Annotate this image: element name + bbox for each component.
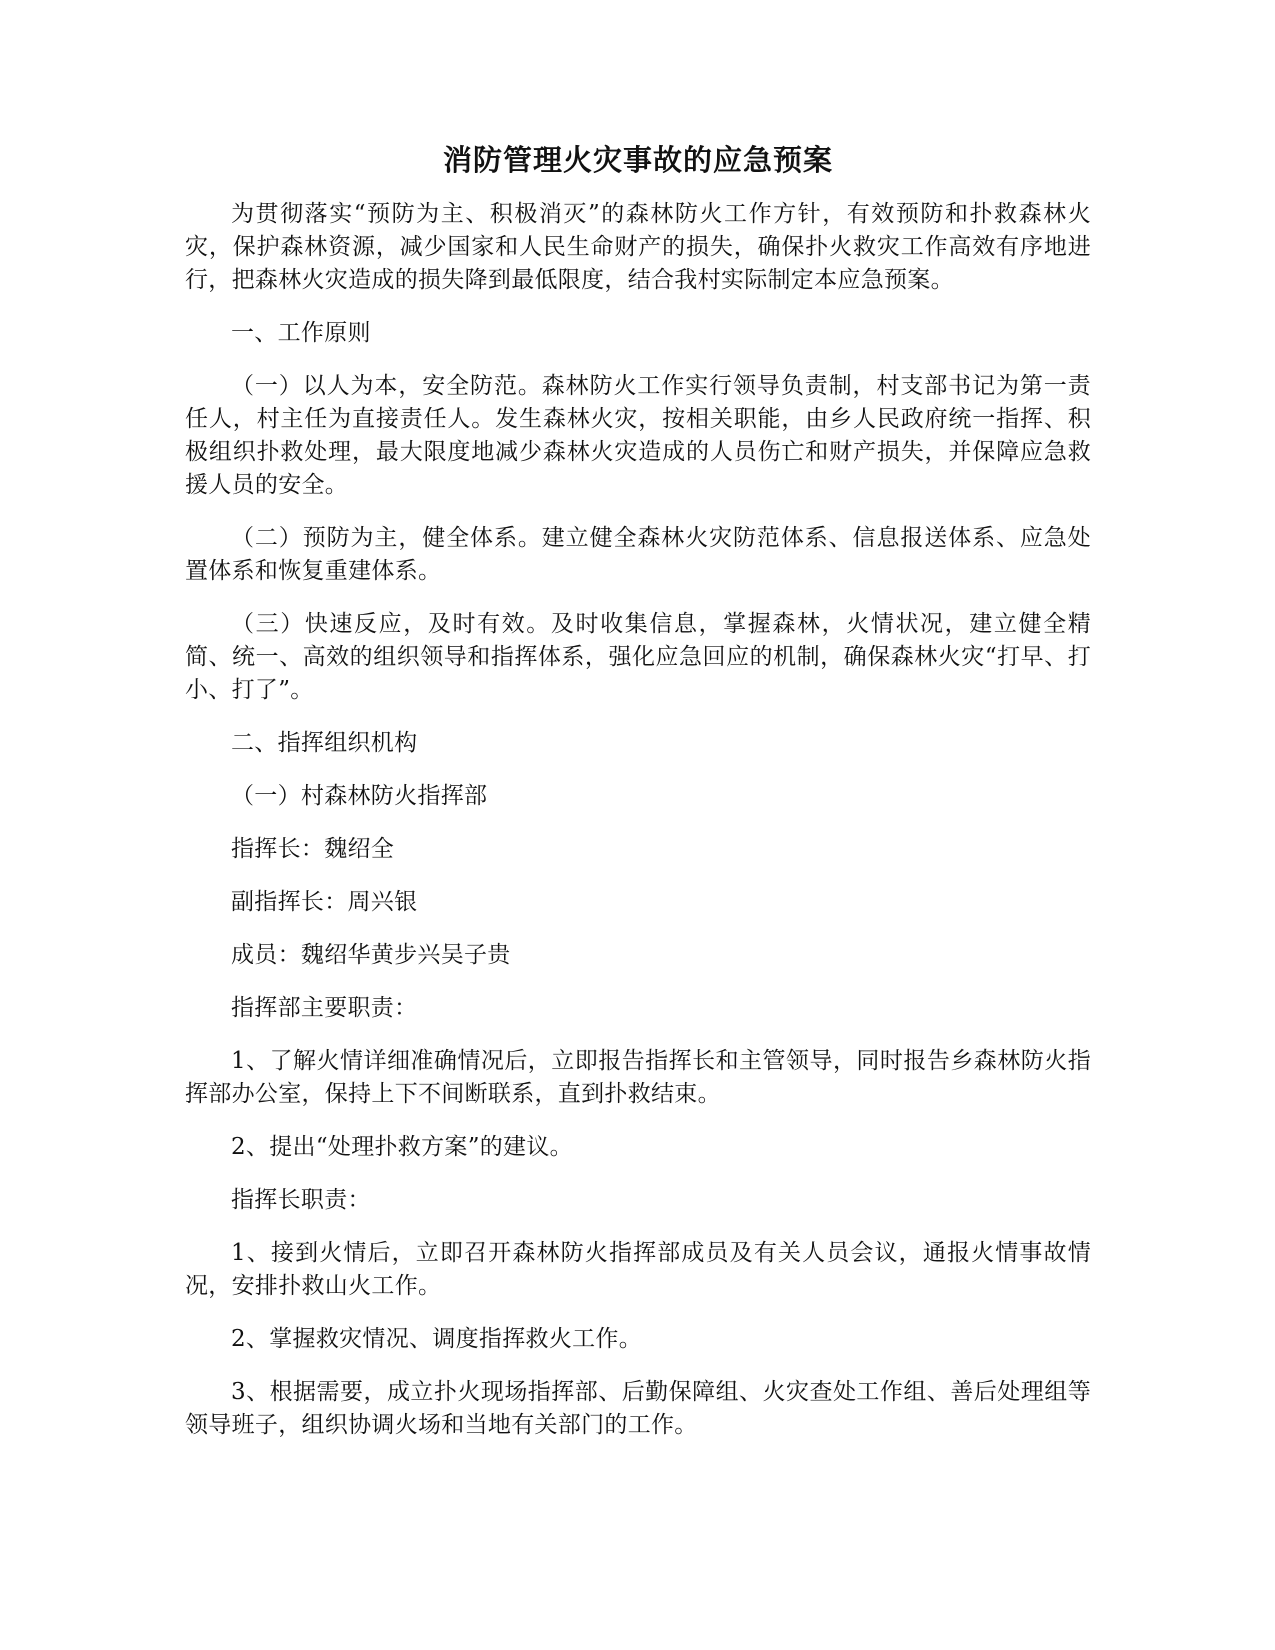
command-duties-heading: 指挥部主要职责： xyxy=(231,995,418,1021)
commander-line: 指挥长：魏绍全 xyxy=(231,836,395,862)
commander-duty-1: 1、接到火情后，立即召开森林防火指挥部成员及有关人员会议，通报火情事故情况，安排扑救山火工作。 xyxy=(185,1240,1091,1299)
intro-paragraph: 为贯彻落实“预防为主、积极消灭”的森林防火工作方针，有效预防和扑救森林火灾，保护森林资源，减少国家和人民生命财产的损失，确保扑火救灾工作高效有序地进行，把森林火灾造成的损失降到最低限度，结合我村实际制定本应急预案。 xyxy=(185,201,1091,293)
principle-3-paragraph: （三）快速反应，及时有效。及时收集信息，掌握森林，火情状况，建立健全精简、统一、高效的组织领导和指挥体系，强化应急回应的机制，确保森林火灾“打早、打小、打了”。 xyxy=(185,611,1091,703)
deputy-commander-line: 副指挥长：周兴银 xyxy=(231,889,418,915)
commander-duty-2: 2、掌握救灾情况、调度指挥救火工作。 xyxy=(231,1326,643,1352)
section-heading-work-principles: 一、工作原则 xyxy=(231,320,371,346)
document-title: 消防管理火灾事故的应急预案 xyxy=(442,143,833,177)
subsection-heading-village-command: （一）村森林防火指挥部 xyxy=(231,783,488,809)
members-line: 成员：魏绍华黄步兴吴子贵 xyxy=(231,942,511,968)
principle-2-paragraph: （二）预防为主，健全体系。建立健全森林火灾防范体系、信息报送体系、应急处置体系和恢复重建体系。 xyxy=(185,525,1091,584)
commander-duty-3: 3、根据需要，成立扑火现场指挥部、后勤保障组、火灾查处工作组、善后处理组等领导班子，组织协调火场和当地有关部门的工作。 xyxy=(185,1379,1091,1438)
section-heading-command-organization: 二、指挥组织机构 xyxy=(231,730,418,756)
command-duty-1: 1、了解火情详细准确情况后，立即报告指挥长和主管领导，同时报告乡森林防火指挥部办公室，保持上下不间断联系，直到扑救结束。 xyxy=(185,1048,1091,1107)
document-page xyxy=(185,140,1091,1462)
principle-1-paragraph: （一）以人为本，安全防范。森林防火工作实行领导负责制，村支部书记为第一责任人，村主任为直接责任人。发生森林火灾，按相关职能，由乡人民政府统一指挥、积极组织扑救处理，最大限度地减少森林火灾造成的人员伤亡和财产损失，并保障应急救援人员的安全。 xyxy=(185,373,1091,498)
command-duty-2: 2、提出“处理扑救方案”的建议。 xyxy=(231,1134,573,1160)
commander-duties-heading: 指挥长职责： xyxy=(231,1187,371,1213)
